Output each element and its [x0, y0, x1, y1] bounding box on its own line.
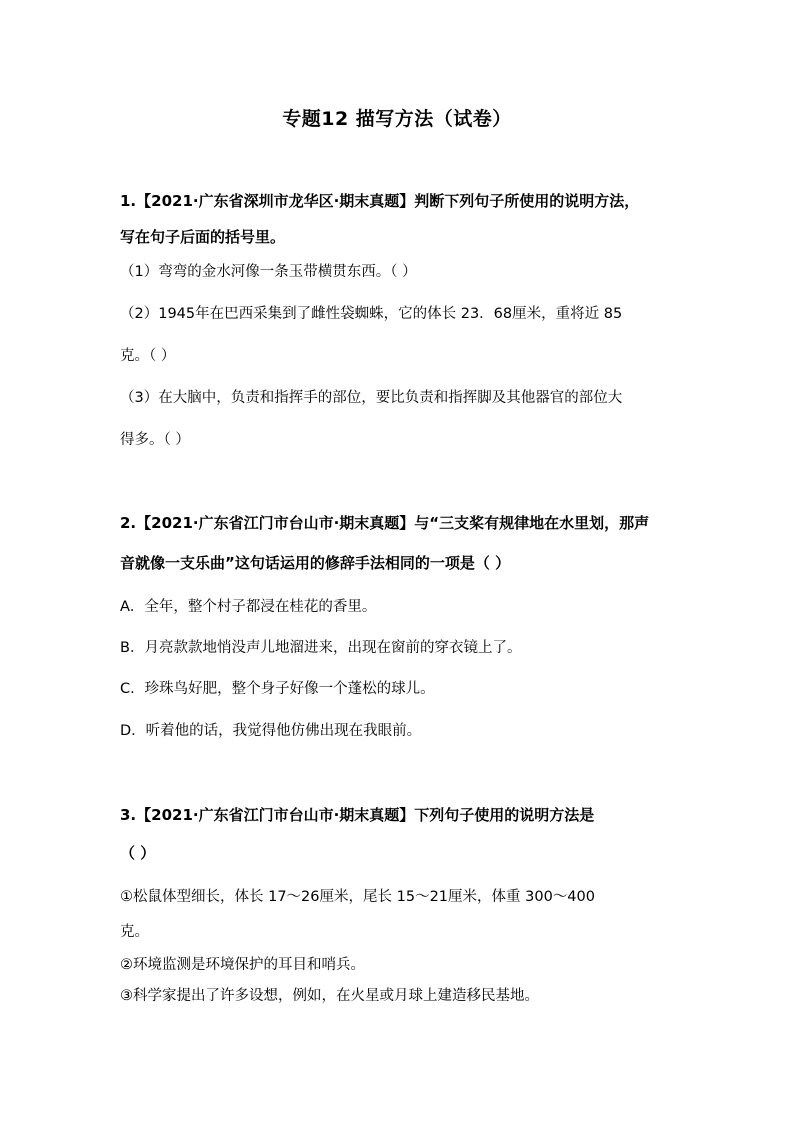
- q1-item3-line2: 得多。（ ）: [120, 432, 190, 448]
- q2-option-b: B．月亮款款地悄没声儿地溜进来，出现在窗前的穿衣镜上了。: [120, 640, 522, 656]
- q3-stem-line2: （ ）: [120, 844, 156, 862]
- q2-stem-line1: 2.【2021·广东省江门市台山市·期末真题】与“三支桨有规律地在水里划，那声: [120, 514, 650, 532]
- q3-stem-line1: 3.【2021·广东省江门市台山市·期末真题】下列句子使用的说明方法是: [120, 806, 595, 824]
- q1-stem-line2: 写在句子后面的括号里。: [120, 228, 286, 246]
- q2-stem-line2: 音就像一支乐曲”这句话运用的修辞手法相同的一项是（ ）: [120, 554, 511, 572]
- q3-item1-line2: 克。: [120, 924, 149, 940]
- q2-option-a: A．全年，整个村子都浸在桂花的香里。: [120, 599, 377, 615]
- q3-item3: ③科学家提出了许多设想，例如，在火星或月球上建造移民基地。: [120, 988, 539, 1004]
- q3-item2: ②环境监测是环境保护的耳目和哨兵。: [120, 957, 365, 973]
- q1-item2-line1: （2）1945年在巴西采集到了雌性袋蜘蛛，它的体长 23．68厘米，重将近 85: [120, 306, 623, 322]
- page-title: 专题12 描写方法（试卷）: [282, 108, 512, 130]
- q1-stem-line1: 1.【2021·广东省深圳市龙华区·期末真题】判断下列句子所使用的说明方法，: [120, 192, 640, 210]
- q3-item1-line1: ①松鼠体型细长，体长 17～26厘米，尾长 15～21厘米，体重 300～400: [120, 889, 595, 905]
- q1-item3-line1: （3）在大脑中，负责和指挥手的部位，要比负责和指挥脚及其他器官的部位大: [120, 390, 623, 406]
- q1-item1: （1）弯弯的金水河像一条玉带横贯东西。（ ）: [120, 264, 417, 280]
- q1-item2-line2: 克。（ ）: [120, 348, 176, 364]
- q2-option-d: D．听着他的话，我觉得他仿佛出现在我眼前。: [120, 723, 422, 739]
- q2-option-c: C．珍珠鸟好肥，整个身子好像一个蓬松的球儿。: [120, 681, 435, 697]
